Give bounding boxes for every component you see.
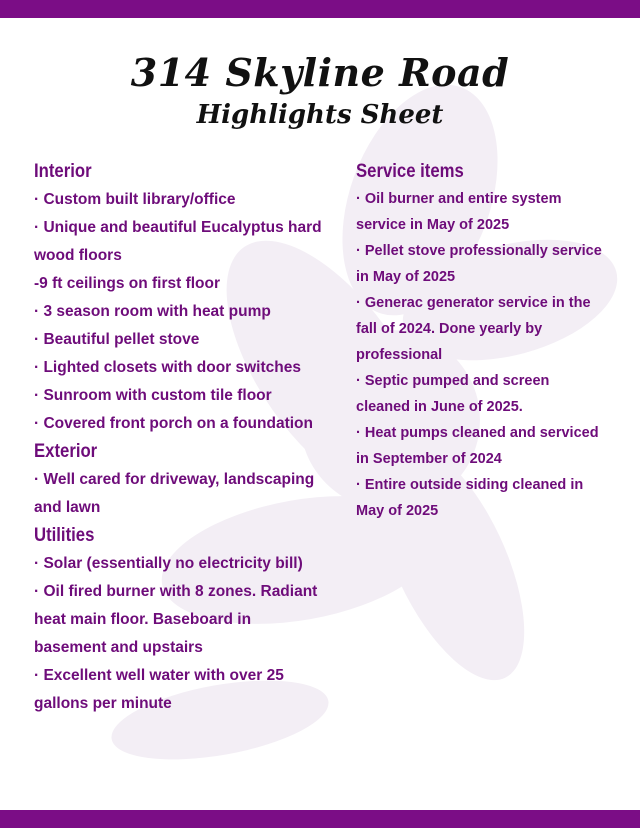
list-item: · Lighted closets with door switches xyxy=(34,359,301,376)
list-item: · Excellent well water with over 25 gallons per minute xyxy=(34,667,284,712)
left-column xyxy=(34,158,326,718)
list-item: · Entire outside siding cleaned in May of 2025 xyxy=(356,477,584,519)
page-subtitle: Highlights Sheet xyxy=(196,100,444,130)
list-item: · Sunroom with custom tile floor xyxy=(34,387,272,404)
list-item: · Custom built library/office xyxy=(34,191,236,208)
right-column xyxy=(356,158,606,524)
list-item: · Unique and beautiful Eucalyptus hard wood floors xyxy=(34,219,322,264)
section-heading-utilities: Utilities xyxy=(34,525,95,546)
list-item: · Solar (essentially no electricity bill) xyxy=(34,555,303,572)
list-item: · Septic pumped and screen cleaned in June of 2025. xyxy=(356,373,550,415)
list-item: · Generac generator service in the fall of 2024. Done yearly by professional xyxy=(356,295,591,363)
section-heading-interior: Interior xyxy=(34,161,92,182)
list-item: · Covered front porch on a foundation xyxy=(34,415,313,432)
list-item: · Oil burner and entire system service in May of 2025 xyxy=(356,191,562,233)
list-item: · Oil fired burner with 8 zones. Radiant heat main floor. Baseboard in basement and upstairs xyxy=(34,583,318,656)
list-item: -9 ft ceilings on first floor xyxy=(34,275,221,292)
section-heading-service-items: Service items xyxy=(356,161,464,182)
section-heading-exterior: Exterior xyxy=(34,441,98,462)
list-item: · Well cared for driveway, landscaping and lawn xyxy=(34,471,315,516)
list-item: · Heat pumps cleaned and serviced in September of 2024 xyxy=(356,425,599,467)
list-item: · Pellet stove professionally service in May of 2025 xyxy=(356,243,602,285)
bottom-accent-bar xyxy=(0,810,640,828)
list-item: · 3 season room with heat pump xyxy=(34,303,271,320)
list-item: · Beautiful pellet stove xyxy=(34,331,200,348)
page-title: 314 Skyline Road xyxy=(130,50,510,95)
